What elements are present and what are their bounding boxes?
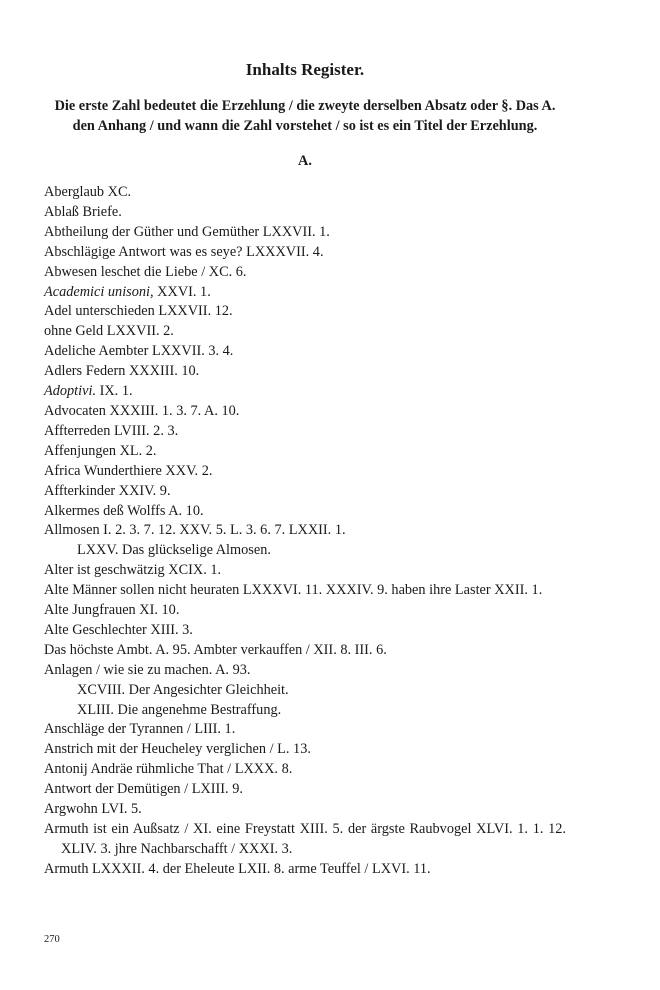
page-number: 270 [44, 934, 60, 945]
index-entry: Alkermes deß Wolffs A. 10. [44, 502, 204, 519]
index-entry: Abwesen leschet die Liebe / XC. 6. [44, 263, 247, 280]
page-body [44, 58, 566, 880]
index-subentry: XLIII. Die angenehme Bestraffung. [77, 701, 282, 718]
index-entries [44, 183, 566, 880]
intro-paragraph: Die erste Zahl bedeutet die Erzehlung / die zweyte derselben Absatz oder §. Das A. den Anhang / und wann die Zahl vorstehet / so ist es ein Titel der Erzehlung. [54, 98, 556, 134]
index-entry: Alte Geschlechter XIII. 3. [44, 621, 193, 638]
index-entry-ref: XXVI. 1. [153, 283, 211, 300]
page-title: Inhalts Register. [245, 60, 365, 79]
index-entry: Antwort der Demütigen / LXIII. 9. [44, 781, 243, 798]
index-entry: Aberglaub XC. [44, 184, 132, 200]
index-entry [44, 382, 566, 402]
index-entry: Antonij Andräe rühmliche That / LXXX. 8. [44, 761, 293, 778]
index-entry: Armuth LXXXII. 4. der Eheleute LXII. 8. arme Teuffel / LXVI. 11. [44, 860, 431, 877]
index-entry: Alte Männer sollen nicht heuraten LXXXVI. 11. XXXIV. 9. haben ihre Laster XXII. 1. [44, 582, 543, 599]
index-entry: ohne Geld LXXVII. 2. [44, 323, 174, 340]
index-subentry: XCVIII. Der Angesichter Gleichheit. [77, 681, 289, 698]
index-entry [44, 283, 566, 303]
index-entry: Anschläge der Tyrannen / LIII. 1. [44, 721, 236, 738]
index-entry: Affterreden LVIII. 2. 3. [44, 422, 179, 439]
index-entry: Armuth ist ein Außsatz / XI. eine Freystatt XIII. 5. der ärgste Raubvogel XLVI. 1. 1. 12. XLIV. 3. jhre Nachbarschafft / XXXI. 3. [44, 821, 566, 857]
index-entry: Das höchste Ambt. A. 95. Ambter verkauffen / XII. 8. III. 6. [44, 641, 387, 658]
index-entry: Anstrich mit der Heucheley verglichen / L. 13. [44, 741, 311, 758]
index-entry: Alter ist geschwätzig XCIX. 1. [44, 562, 222, 579]
index-entry: Argwohn LVI. 5. [44, 801, 142, 818]
index-entry-italic: Adoptivi. [44, 383, 97, 400]
index-entry-ref: IX. 1. [96, 383, 133, 400]
index-entry: Abtheilung der Güther und Gemüther LXXVII. 1. [44, 223, 330, 240]
index-entry: Anlagen / wie sie zu machen. A. 93. [44, 661, 251, 678]
index-entry: Affenjungen XL. 2. [44, 442, 157, 459]
index-entry: Adel unterschieden LXXVII. 12. [44, 303, 233, 320]
index-entry: Advocaten XXXIII. 1. 3. 7. A. 10. [44, 402, 240, 419]
index-entry: Allmosen I. 2. 3. 7. 12. XXV. 5. L. 3. 6. 7. LXXII. 1. [44, 522, 346, 539]
index-entry: Abschlägige Antwort was es seye? LXXXVII. 4. [44, 243, 324, 260]
index-entry: Ablaß Briefe. [44, 203, 122, 220]
index-entry: Affterkinder XXIV. 9. [44, 482, 171, 499]
index-entry: Alte Jungfrauen XI. 10. [44, 602, 180, 619]
index-subentry: LXXV. Das glückselige Almosen. [77, 542, 271, 559]
index-entry: Adeliche Aembter LXXVII. 3. 4. [44, 343, 234, 360]
index-entry-italic: Academici unisoni, [44, 283, 154, 300]
section-letter: A. [298, 153, 312, 169]
index-entry: Adlers Federn XXXIII. 10. [44, 363, 200, 380]
index-entry: Africa Wunderthiere XXV. 2. [44, 462, 213, 479]
